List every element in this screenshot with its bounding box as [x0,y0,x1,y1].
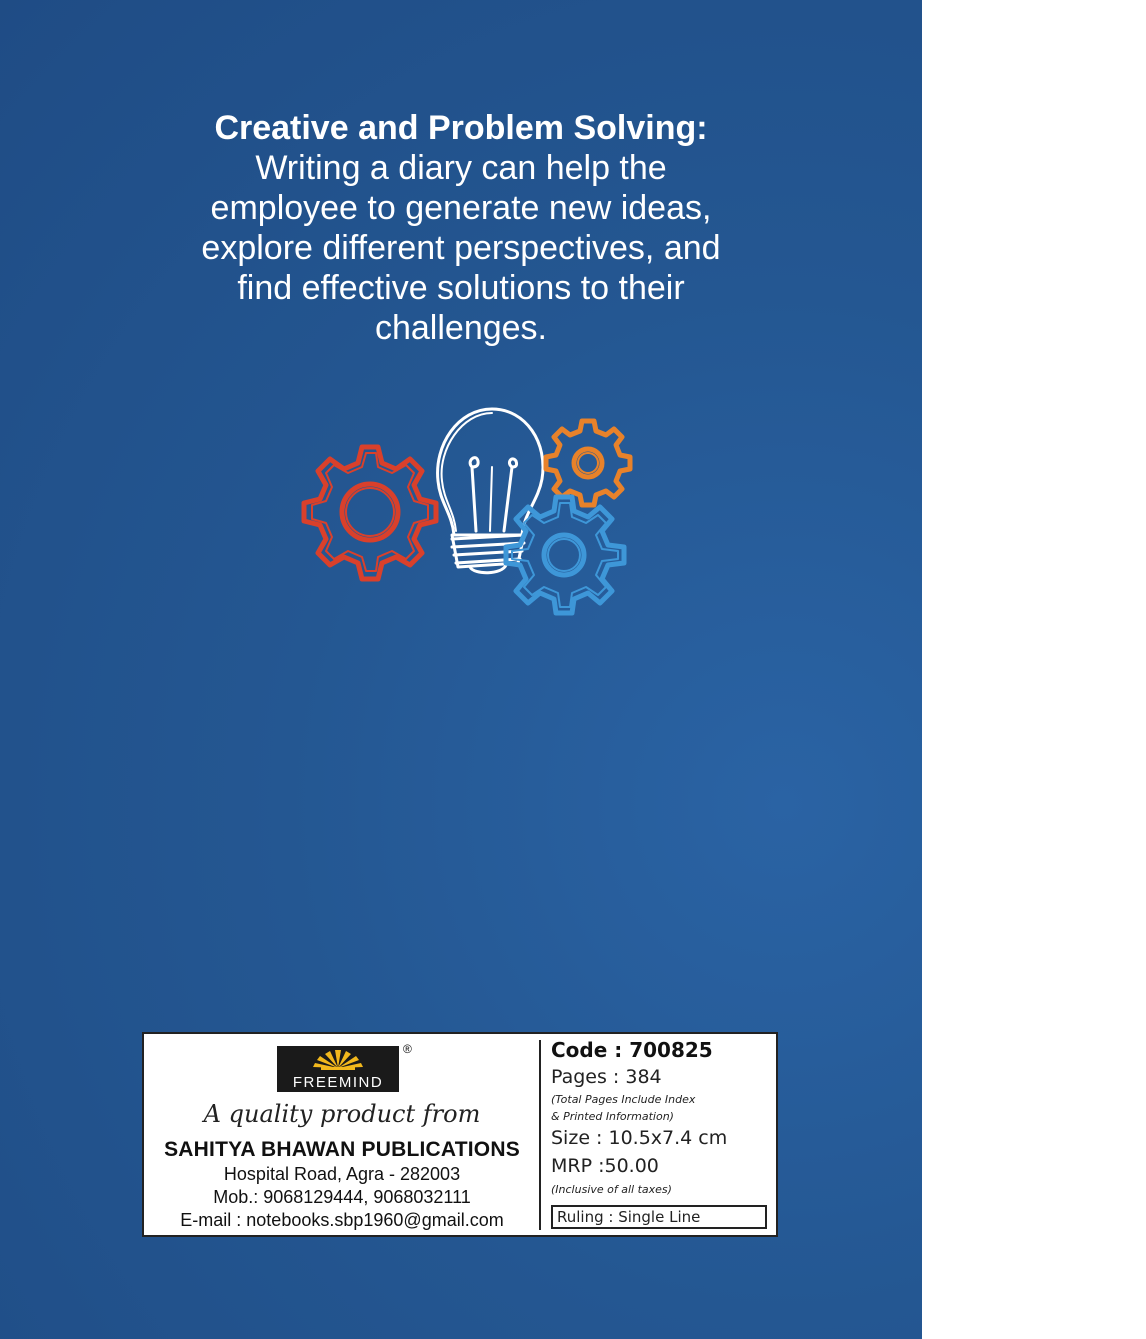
headline-line-4: find effective solutions to their [237,269,685,307]
headline [90,108,832,348]
headline-title: Creative and Problem Solving: [214,109,708,147]
pages-note-line-2: & Printed Information) [551,1110,674,1123]
publisher-address: Hospital Road, Agra - 282003 [223,1164,461,1184]
gears-and-bulb-illustration [280,395,650,625]
product-specs [551,1034,776,1235]
tagline: A quality product from [203,1100,481,1128]
headline-line-1: Writing a diary can help the [255,149,667,187]
publisher-mobile: Mob.: 9068129444, 9068032111 [213,1187,471,1207]
red-gear-icon [304,447,436,579]
publisher-email: E-mail : notebooks.sbp1960@gmail.com [180,1210,504,1230]
ruling-type: Ruling : Single Line [551,1205,767,1229]
brand-name: FREEMIND [292,1074,384,1091]
registered-mark: ® [403,1042,412,1056]
product-mrp: MRP :50.00 [551,1155,659,1177]
blue-gear-icon [506,497,624,613]
headline-line-5: challenges. [374,309,547,347]
headline-line-3: explore different perspectives, and [201,229,721,267]
label-divider [539,1040,541,1230]
freemind-logo [277,1046,399,1092]
publisher-info [144,1034,540,1235]
product-code: Code : 700825 [551,1038,713,1062]
product-label [142,1032,778,1237]
publisher-name: SAHITYA BHAWAN PUBLICATIONS [164,1138,520,1161]
pages-note-line-1: (Total Pages Include Index [551,1093,696,1106]
product-size: Size : 10.5x7.4 cm [551,1127,728,1149]
page-count: Pages : 384 [551,1066,662,1088]
headline-line-2: employee to generate new ideas, [210,189,712,227]
mrp-note: (Inclusive of all taxes) [551,1183,672,1196]
orange-gear-icon [546,421,630,505]
